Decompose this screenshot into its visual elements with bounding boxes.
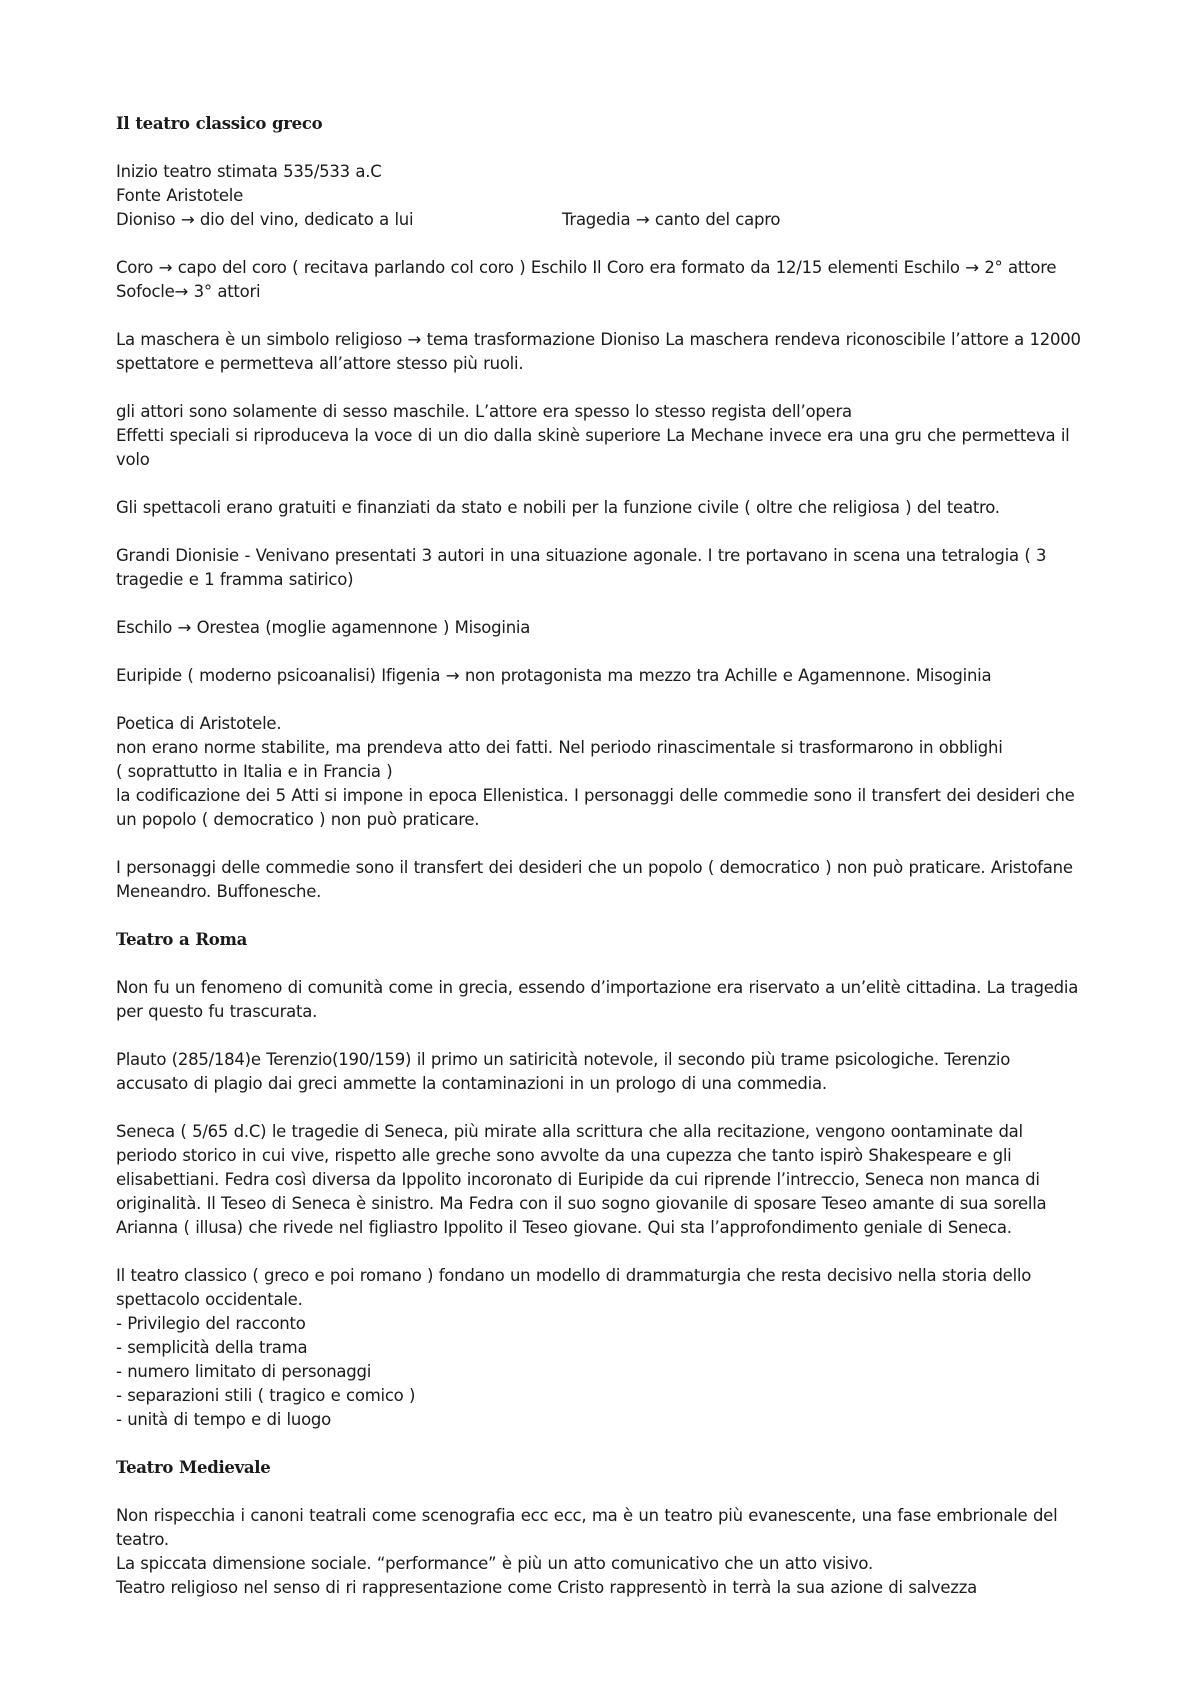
intro-line-dioniso: [116, 208, 1086, 232]
paragraph-maschera: La maschera è un simbolo religioso → tema trasformazione Dioniso La maschera rendeva riconoscibile l’attore a 12000 spettatore e permetteva all’attore stesso più ruoli.: [116, 330, 1081, 373]
heading-rome-theatre: Teatro a Roma: [116, 930, 248, 949]
poetica-italia-line: ( soprattutto in Italia e in Francia ): [116, 762, 393, 781]
document-body: [116, 112, 1086, 1600]
poetica-title-line: Poetica di Aristotele.: [116, 714, 282, 733]
paragraph-plauto-terenzio: Plauto (285/184)e Terenzio(190/159) il primo un satiricità notevole, il secondo più trame psicologiche. Terenzio accusato di plagio dai greci ammette la contaminazioni in un prologo di una commedia.: [116, 1050, 1011, 1093]
paragraph-personaggi: I personaggi delle commedie sono il transfert dei desideri che un popolo ( democratico ) non può praticare. Aristofane Meneandro. Buffonesche.: [116, 858, 1073, 901]
intro-tragedia-text: Tragedia → canto del capro: [562, 210, 781, 229]
paragraph-teatro-religioso: Teatro religioso nel senso di ri rappresentazione come Cristo rappresentò in terrà la sua azione di salvezza: [116, 1578, 977, 1597]
list-classic-features: [116, 1312, 1086, 1432]
poetica-atti-text: la codificazione dei 5 Atti si impone in epoca Ellenistica. I personaggi delle commedie sono il transfert dei desideri che un popolo ( democratico ) non può praticare.: [116, 786, 1075, 829]
paragraph-teatro-classico: Il teatro classico ( greco e poi romano ) fondano un modello di drammaturgia che resta decisivo nella storia dello spettacolo occidentale.: [116, 1266, 1032, 1309]
paragraph-euripide: Euripide ( moderno psicoanalisi) Ifigenia → non protagonista ma mezzo tra Achille e Agamennone. Misoginia: [116, 666, 992, 685]
paragraph-fenomeno: Non fu un fenomeno di comunità come in grecia, essendo d’importazione era riservato a un’elitè cittadina. La tragedia per questo fu trascurata.: [116, 978, 1079, 1021]
poetica-norme-line: non erano norme stabilite, ma prendeva atto dei fatti. Nel periodo rinascimentale si trasformarono in obblighi: [116, 738, 1003, 757]
paragraph-seneca: Seneca ( 5/65 d.C) le tragedie di Seneca, più mirate alla scrittura che alla recitazione, vengono oontaminate dal periodo storico in cui vive, rispetto alle greche sono avvolte da una cupezza che tanto ispirò Shakespeare e gli elisabettiani. Fedra così diversa da Ippolito incoronato di Euripide da cui riprende l’intreccio, Seneca non manca di originalità. Il Teseo di Seneca è sinistro. Ma Fedra con il suo sogno giovanile di sposare Teseo amante di sua sorella Arianna ( illusa) che rivede nel figliastro Ippolito il Teseo giovane. Qui sta l’approfondimento geniale di Seneca.: [116, 1122, 1047, 1237]
list-item: - Privilegio del racconto: [116, 1314, 306, 1333]
paragraph-coro: Coro → capo del coro ( recitava parlando col coro ) Eschilo Il Coro era formato da 12/15 elementi Eschilo → 2° attore Sofocle→ 3° attori: [116, 258, 1057, 301]
list-item: - numero limitato di personaggi: [116, 1362, 372, 1381]
heading-greek-theatre: Il teatro classico greco: [116, 114, 323, 133]
effetti-speciali-text: Effetti speciali si riproduceva la voce di un dio dalla skinè superiore La Mechane invece era una gru che permetteva il volo: [116, 426, 1070, 469]
paragraph-grandi-dionisie: Grandi Dionisie - Venivano presentati 3 autori in una situazione agonale. I tre portavano in scena una tetralogia ( 3 tragedie e 1 framma satirico): [116, 546, 1047, 589]
paragraph-canoni: Non rispecchia i canoni teatrali come scenografia ecc ecc, ma è un teatro più evanescente, una fase embrionale del teatro.: [116, 1506, 1058, 1549]
paragraph-intro: [116, 160, 1086, 232]
list-item: - unità di tempo e di luogo: [116, 1410, 331, 1429]
intro-line-source: Fonte Aristotele: [116, 186, 243, 205]
list-item: - semplicità della trama: [116, 1338, 308, 1357]
paragraph-attori: [116, 400, 1086, 472]
list-item: - separazioni stili ( tragico e comico ): [116, 1386, 416, 1405]
intro-line-start: Inizio teatro stimata 535/533 a.C: [116, 162, 382, 181]
paragraph-eschilo: Eschilo → Orestea (moglie agamennone ) Misoginia: [116, 618, 531, 637]
intro-dioniso-text: Dioniso → dio del vino, dedicato a lui: [116, 210, 414, 229]
paragraph-dimensione-sociale: La spiccata dimensione sociale. “performance” è più un atto comunicativo che un atto visivo.: [116, 1554, 873, 1573]
heading-medieval-theatre: Teatro Medievale: [116, 1458, 271, 1477]
paragraph-poetica: [116, 712, 1086, 832]
paragraph-spettacoli: Gli spettacoli erano gratuiti e finanziati da stato e nobili per la funzione civile ( oltre che religiosa ) del teatro.: [116, 498, 1000, 517]
attori-line: gli attori sono solamente di sesso maschile. L’attore era spesso lo stesso regista dell’opera: [116, 402, 852, 421]
